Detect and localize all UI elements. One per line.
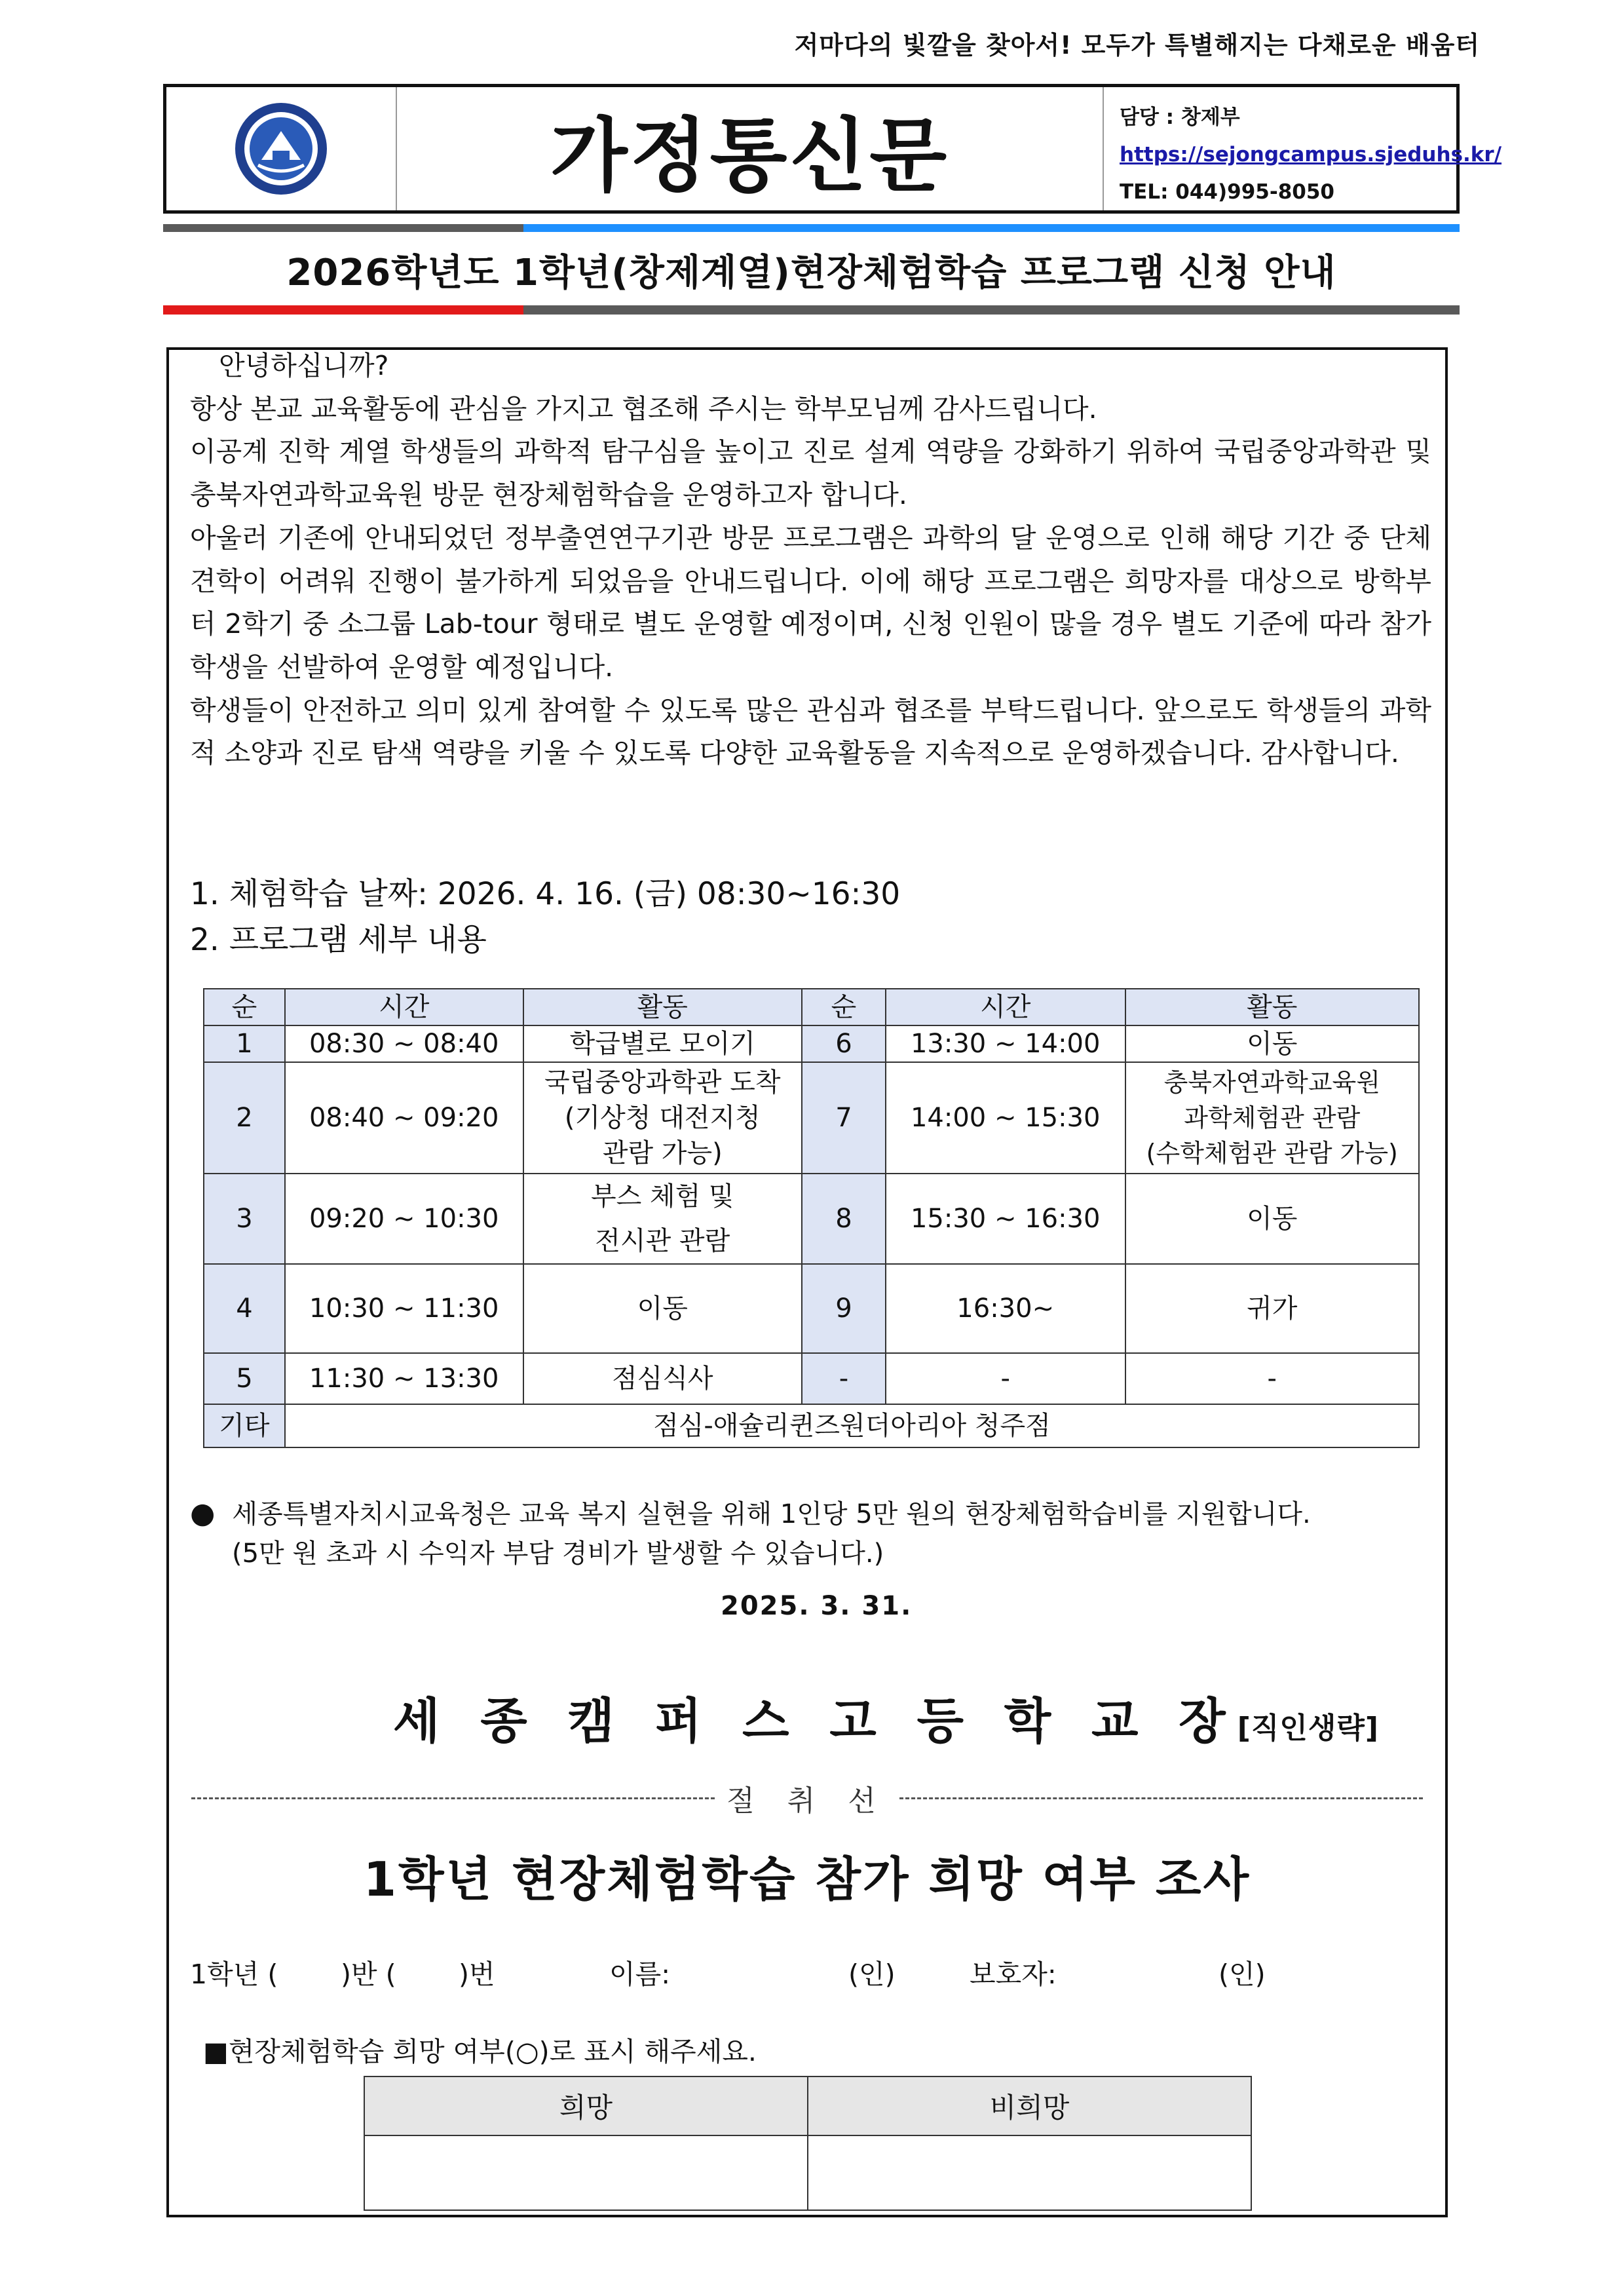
- school-url-link[interactable]: https://sejongcampus.sjeduhs.kr/: [1120, 143, 1502, 166]
- time-cell: 11:30 ~ 13:30: [285, 1353, 523, 1404]
- dashed-line: [191, 1797, 715, 1799]
- order-cell: -: [802, 1353, 886, 1404]
- order-cell: 4: [204, 1264, 285, 1353]
- order-cell: 6: [802, 1025, 886, 1062]
- table-row: [204, 1353, 1419, 1404]
- table-row: [204, 1062, 1419, 1174]
- divider-bar: [163, 305, 523, 315]
- note-line: (5만 원 초과 시 수익자 부담 경비가 발생할 수 있습니다.): [232, 1539, 884, 1569]
- table-row: [204, 1174, 1419, 1264]
- intro-paragraph: 아울러 기존에 안내되었던 정부출연연구기관 방문 프로그램은 과학의 달 운영으로 인해 해당 기간 중 단체 견학이 어려워 진행이 불가하게 되었음을 안내드립니다. 이에 해당 프로그램은 희망자를 대상으로 방학부터 2학기 중 소그룹 Lab-tour 형태로 별도 운영할 예정이며, 신청 인원이 많을 경우 별도 기준에 따라 참가 학생을 선발하여 운영할 예정입니다.: [190, 522, 1431, 683]
- time-cell: 09:20 ~ 10:30: [285, 1174, 523, 1264]
- order-cell: 1: [204, 1025, 285, 1062]
- survey-title: 1학년 현장체험학습 참가 희망 여부 조사: [363, 1852, 1251, 1907]
- order-cell: 2: [204, 1062, 285, 1174]
- note-line: 세종특별자치시교육청은 교육 복지 실현을 위해 1인당 5만 원의 현장체험학습비를 지원합니다.: [232, 1499, 1311, 1529]
- time-cell: 13:30 ~ 14:00: [886, 1025, 1125, 1062]
- newsletter-title: 가정통신문: [550, 109, 950, 202]
- activity-cell: -: [1125, 1353, 1419, 1404]
- grade-field[interactable]: 1학년 (: [190, 1959, 278, 1990]
- option-wish-mark-cell[interactable]: [364, 2135, 808, 2210]
- option-wish-label: 희망: [364, 2076, 808, 2135]
- activity-cell: 학급별로 모이기: [523, 1025, 802, 1062]
- table-row: [204, 1404, 1419, 1447]
- time-cell: 10:30 ~ 11:30: [285, 1264, 523, 1353]
- intro-paragraph: 항상 본교 교육활동에 관심을 가지고 협조해 주시는 학부모님께 감사드립니다.: [190, 392, 1097, 425]
- table-header: 순: [204, 989, 285, 1025]
- order-cell: 8: [802, 1174, 886, 1264]
- time-cell: -: [886, 1353, 1125, 1404]
- number-field[interactable]: )번: [459, 1959, 495, 1990]
- time-cell: 15:30 ~ 16:30: [886, 1174, 1125, 1264]
- notice-subtitle: 2026학년도 1학년(창제계열)현장체험학습 프로그램 신청 안내: [286, 252, 1336, 294]
- table-header: 시간: [886, 989, 1125, 1025]
- table-header: 순: [802, 989, 886, 1025]
- etc-label: 기타: [204, 1404, 285, 1447]
- principal-signature: [393, 1683, 1379, 1752]
- time-cell: 16:30~: [886, 1264, 1125, 1353]
- activity-cell: 이동: [523, 1264, 802, 1353]
- principal-name: 세 종 캠 퍼 스 고 등 학 교 장: [393, 1693, 1237, 1750]
- table-row: [204, 1025, 1419, 1062]
- activity-cell: 이동: [1125, 1174, 1419, 1264]
- order-cell: 7: [802, 1062, 886, 1174]
- bullet-icon: ●: [190, 1497, 216, 1530]
- school-emblem-icon: [232, 100, 330, 198]
- intro-text: [190, 345, 1431, 775]
- table-header: 활동: [1125, 989, 1419, 1025]
- table-header: 활동: [523, 989, 802, 1025]
- divider-bar: [163, 224, 523, 232]
- student-seal: (인): [848, 1959, 896, 1990]
- time-cell: 14:00 ~ 15:30: [886, 1062, 1125, 1174]
- survey-instruction: ■현장체험학습 희망 여부(○)로 표시 해주세요.: [203, 2036, 757, 2067]
- guardian-seal: (인): [1218, 1959, 1266, 1990]
- class-field[interactable]: )반 (: [341, 1959, 396, 1990]
- name-field[interactable]: 이름:: [609, 1959, 671, 1990]
- activity-cell: 충북자연과학교육원 과학체험관 관람 (수학체험관 관람 가능): [1125, 1062, 1419, 1174]
- trip-date: 1. 체험학습 날짜: 2026. 4. 16. (금) 08:30~16:30: [190, 876, 901, 912]
- divider-bar: [523, 224, 1460, 232]
- tel-label: TEL: 044)995-8050: [1120, 180, 1334, 204]
- activity-cell: 귀가: [1125, 1264, 1419, 1353]
- dashed-line: [899, 1797, 1423, 1799]
- etc-value: 점심-애슐리퀸즈원더아리아 청주점: [285, 1404, 1419, 1447]
- activity-cell: 국립중앙과학관 도착 (기상청 대전지청 관람 가능): [523, 1062, 802, 1174]
- issue-date: 2025. 3. 31.: [721, 1591, 913, 1621]
- school-slogan: 저마다의 빛깔을 찾아서! 모두가 특별해지는 다채로운 배움터: [794, 31, 1480, 60]
- newsletter-header: [163, 84, 1502, 214]
- option-no-wish-mark-cell[interactable]: [808, 2135, 1251, 2210]
- activity-cell: 점심식사: [523, 1353, 802, 1404]
- choice-table: [364, 2076, 1252, 2211]
- guardian-field[interactable]: 보호자:: [970, 1959, 1057, 1990]
- greeting: 안녕하십니까?: [219, 350, 389, 381]
- cut-line: [191, 1777, 1423, 1819]
- activity-cell: 이동: [1125, 1025, 1419, 1062]
- time-cell: 08:30 ~ 08:40: [285, 1025, 523, 1062]
- option-no-wish-label: 비희망: [808, 2076, 1251, 2135]
- table-row: [204, 1264, 1419, 1353]
- divider-bar: [523, 305, 1460, 315]
- order-cell: 3: [204, 1174, 285, 1264]
- intro-paragraph: 이공계 진학 계열 학생들의 과학적 탐구심을 높이고 진로 설계 역량을 강화하기 위하여 국립중앙과학관 및 충북자연과학교육원 방문 현장체험학습을 운영하고자 합니다.: [190, 436, 1431, 511]
- order-cell: 9: [802, 1264, 886, 1353]
- contact-info: [1103, 87, 1502, 210]
- order-cell: 5: [204, 1353, 285, 1404]
- time-cell: 08:40 ~ 09:20: [285, 1062, 523, 1174]
- cut-line-label: 절 취 선: [727, 1784, 888, 1818]
- intro-paragraph: 학생들이 안전하고 의미 있게 참여할 수 있도록 많은 관심과 협조를 부탁드립니다. 앞으로도 학생들의 과학적 소양과 진로 탐색 역량을 키울 수 있도록 다양한 교육활동을 지속적으로 운영하겠습니다. 감사합니다.: [190, 694, 1431, 769]
- table-header: 시간: [285, 989, 523, 1025]
- plan-section: [190, 871, 900, 963]
- logo-cell: [166, 87, 397, 210]
- activity-cell: 부스 체험 및 전시관 관람: [523, 1174, 802, 1264]
- program-table: [203, 988, 1420, 1448]
- subsidy-note: [190, 1494, 1311, 1573]
- seal-omitted: [직인생략]: [1237, 1712, 1379, 1745]
- dept-label: 담당 : 창제부: [1120, 105, 1240, 129]
- program-heading: 2. 프로그램 세부 내용: [190, 922, 487, 958]
